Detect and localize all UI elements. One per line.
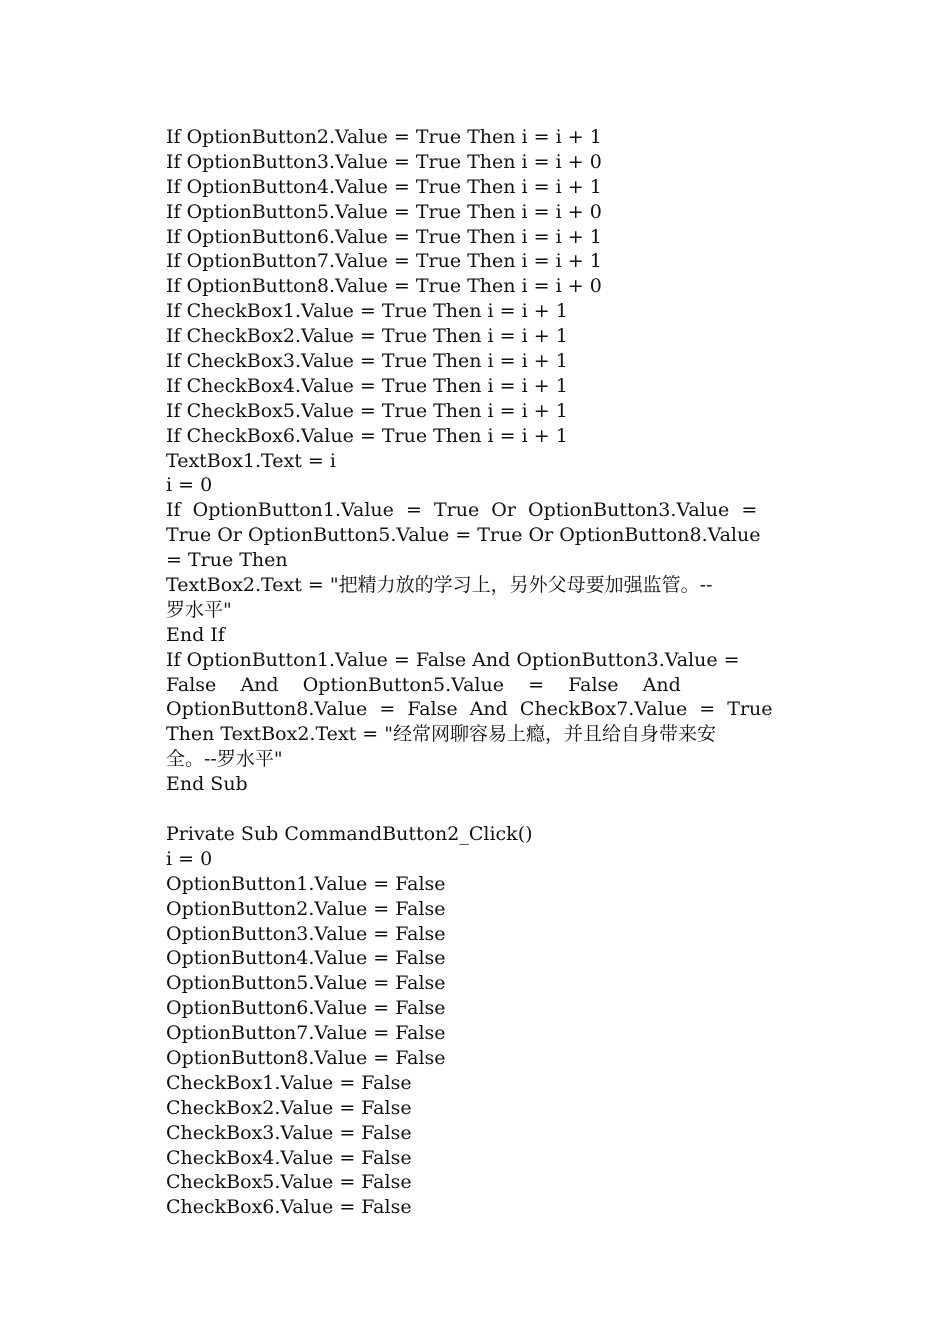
code-line: True Or OptionButton5.Value = True Or OptionButton8.Value [166,524,761,547]
code-line: If OptionButton2.Value = True Then i = i + 1 [166,126,602,148]
code-line: If OptionButton1.Value = False And OptionButton3.Value = [166,648,740,671]
code-line: If OptionButton8.Value = True Then i = i + 0 [166,275,602,298]
code-line: If OptionButton1.Value = True Or OptionButton3.Value = [166,499,758,522]
blank-line [166,797,806,822]
code-line: CheckBox6.Value = False [166,1196,412,1219]
code-line: CheckBox1.Value = False [166,1071,412,1094]
code-line: CheckBox2.Value = False [166,1096,412,1119]
code-line: If CheckBox5.Value = True Then i = i + 1 [166,399,568,422]
code-line: If CheckBox6.Value = True Then i = i + 1 [166,424,568,447]
code-line: If CheckBox4.Value = True Then i = i + 1 [166,374,568,397]
code-line: OptionButton4.Value = False [166,947,446,970]
code-line: i = 0 [166,847,213,870]
code-line: CheckBox5.Value = False [166,1171,412,1194]
code-line: OptionButton8.Value = False [166,1046,446,1069]
code-line: TextBox1.Text = i [166,449,336,472]
code-line: If OptionButton5.Value = True Then i = i + 0 [166,200,602,223]
code-line: 罗水平" [166,598,232,621]
code-line: If CheckBox2.Value = True Then i = i + 1 [166,325,568,348]
code-line: False And OptionButton5.Value = False And [166,673,681,696]
code-line: OptionButton2.Value = False [166,897,446,920]
code-line: OptionButton3.Value = False [166,922,446,945]
code-line: i = 0 [166,474,213,497]
code-line: CheckBox4.Value = False [166,1146,412,1169]
code-line: If CheckBox1.Value = True Then i = i + 1 [166,300,568,323]
code-line: 全。--罗水平" [166,748,283,771]
code-line: If CheckBox3.Value = True Then i = i + 1 [166,350,568,373]
code-line: OptionButton1.Value = False [166,872,446,895]
code-line: Then TextBox2.Text = "经常网聊容易上瘾，并且给自身带来安 [166,723,716,746]
code-line: If OptionButton4.Value = True Then i = i + 1 [166,175,602,198]
code-line: OptionButton5.Value = False [166,972,446,995]
code-line: OptionButton6.Value = False [166,997,446,1020]
code-line: = True Then [166,549,288,572]
code-line: CheckBox3.Value = False [166,1121,412,1144]
code-line: TextBox2.Text = "把精力放的学习上，另外父母要加强监管。-- [166,574,713,597]
code-line: If OptionButton3.Value = True Then i = i + 0 [166,150,602,173]
code-line: OptionButton7.Value = False [166,1022,446,1045]
code-line: OptionButton8.Value = False And CheckBox7.Value = True [166,698,773,721]
code-line: End Sub [166,773,248,796]
code-line: If OptionButton6.Value = True Then i = i + 1 [166,225,602,248]
code-line: Private Sub CommandButton2_Click() [166,822,533,845]
code-line: If OptionButton7.Value = True Then i = i + 1 [166,250,602,273]
code-listing [166,125,806,1220]
code-line: End If [166,623,225,646]
